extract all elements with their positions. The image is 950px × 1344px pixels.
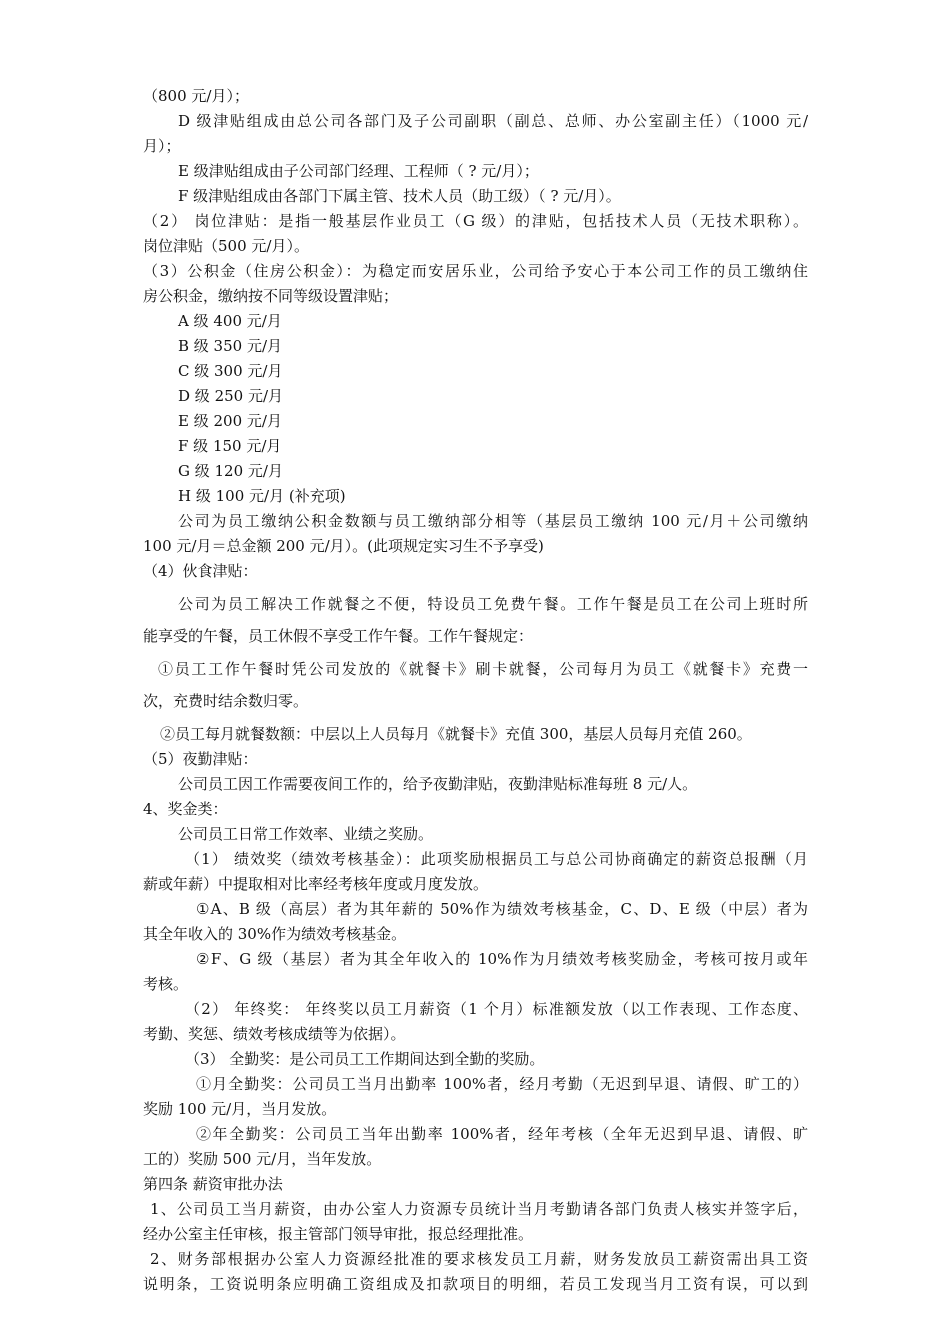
text-line: 其全年收入的 30%作为绩效考核基金。 [143,925,407,943]
text-line: 2、财务部根据办公室人力资源经批准的要求核发员工月薪，财务发放员工薪资需出具工资 [150,1250,808,1268]
text-line: E 级津贴组成由子公司部门经理、工程师（ ? 元/月）； [178,162,539,180]
text-line: ②员工每月就餐数额：中层以上人员每月《就餐卡》充值 300，基层人员每月充值 260。 [160,725,752,743]
text-line: F 级 150 元/月 [178,437,282,455]
text-line: ①员工工作午餐时凭公司发放的《就餐卡》刷卡就餐，公司每月为员工《就餐卡》充费一 [158,660,808,678]
text-line: H 级 100 元/月 (补充项) [178,487,346,505]
text-line: C 级 300 元/月 [178,362,283,380]
text-line: D 级 250 元/月 [178,387,284,405]
section-heading: 第四条 薪资审批办法 [143,1175,283,1193]
text-line: （5）夜勤津贴： [143,750,258,768]
text-line: （2） 年终奖： 年终奖以员工月薪资（1 个月）标准额发放（以工作表现、工作态度、 [185,1000,808,1018]
text-line: （2） 岗位津贴：是指一般基层作业员工（G 级）的津贴，包括技术人员（无技术职称）。 [143,212,808,230]
text-line: ②年全勤奖：公司员工当年出勤率 100%者，经年考核（全年无迟到早退、请假、旷 [196,1125,808,1143]
text-line: 公司员工日常工作效率、业绩之奖励。 [178,825,434,843]
text-line: 经办公室主任审核，报主管部门领导审批，报总经理批准。 [143,1225,534,1243]
text-line: 岗位津贴（500 元/月）。 [143,237,309,255]
text-line: F 级津贴组成由各部门下属主管、技术人员（助工级）（ ? 元/月）。 [178,187,621,205]
text-line: 薪或年薪）中提取相对比率经考核年度或月度发放。 [143,875,489,893]
text-line: 奖励 100 元/月，当月发放。 [143,1100,337,1118]
text-line: （800 元/月）； [143,87,249,105]
text-line: （1） 绩效奖（绩效考核基金）：此项奖励根据员工与总公司协商确定的薪资总报酬（月 [185,850,808,868]
text-line: 100 元/月＝总金额 200 元/月）。(此项规定实习生不予享受) [143,537,544,555]
text-line: 能享受的午餐，员工休假不享受工作午餐。工作午餐规定： [143,627,534,645]
text-line: 工的）奖励 500 元/月，当年发放。 [143,1150,382,1168]
text-line: 月）； [143,137,181,155]
text-line: 公司为员工解决工作就餐之不便，特设员工免费午餐。工作午餐是员工在公司上班时所 [178,595,808,613]
text-line: 房公积金，缴纳按不同等级设置津贴； [143,287,399,305]
text-line: （4）伙食津贴： [143,562,258,580]
text-line: 4、奖金类： [143,800,228,818]
text-line: 公司员工因工作需要夜间工作的，给予夜勤津贴，夜勤津贴标准每班 8 元/人。 [178,775,698,793]
text-line: 次，充费时结余数归零。 [143,692,309,710]
text-line: ②F、G 级（基层）者为其全年收入的 10%作为月绩效考核奖励金，考核可按月或年 [196,950,808,968]
text-line: D 级津贴组成由总公司各部门及子公司副职（副总、总师、办公室副主任）（1000 元/ [178,112,808,130]
text-line: E 级 200 元/月 [178,412,282,430]
text-line: G 级 120 元/月 [178,462,283,480]
text-line: 公司为员工缴纳公积金数额与员工缴纳部分相等（基层员工缴纳 100 元/月＋公司缴纳 [178,512,808,530]
text-line: A 级 400 元/月 [178,312,282,330]
text-line: （3）公积金（住房公积金）：为稳定而安居乐业，公司给予安心于本公司工作的员工缴纳住 [143,262,808,280]
text-line: 考勤、奖惩、绩效考核成绩等为依据）。 [143,1025,406,1043]
text-line: ①月全勤奖：公司员工当月出勤率 100%者，经月考勤（无迟到早退、请假、旷工的） [196,1075,808,1093]
text-line: 考核。 [143,975,189,993]
text-line: 1、公司员工当月薪资，由办公室人力资源专员统计当月考勤请各部门负责人核实并签字后， [150,1200,808,1218]
text-line: ①A、B 级（高层）者为其年薪的 50%作为绩效考核基金，C、D、E 级（中层）者为 [196,900,808,918]
text-line: B 级 350 元/月 [178,337,283,355]
text-line: 说明条，工资说明条应明确工资组成及扣款项目的明细，若员工发现当月工资有误，可以到 [143,1275,808,1293]
text-line: （3） 全勤奖：是公司员工工作期间达到全勤的奖励。 [185,1050,545,1068]
